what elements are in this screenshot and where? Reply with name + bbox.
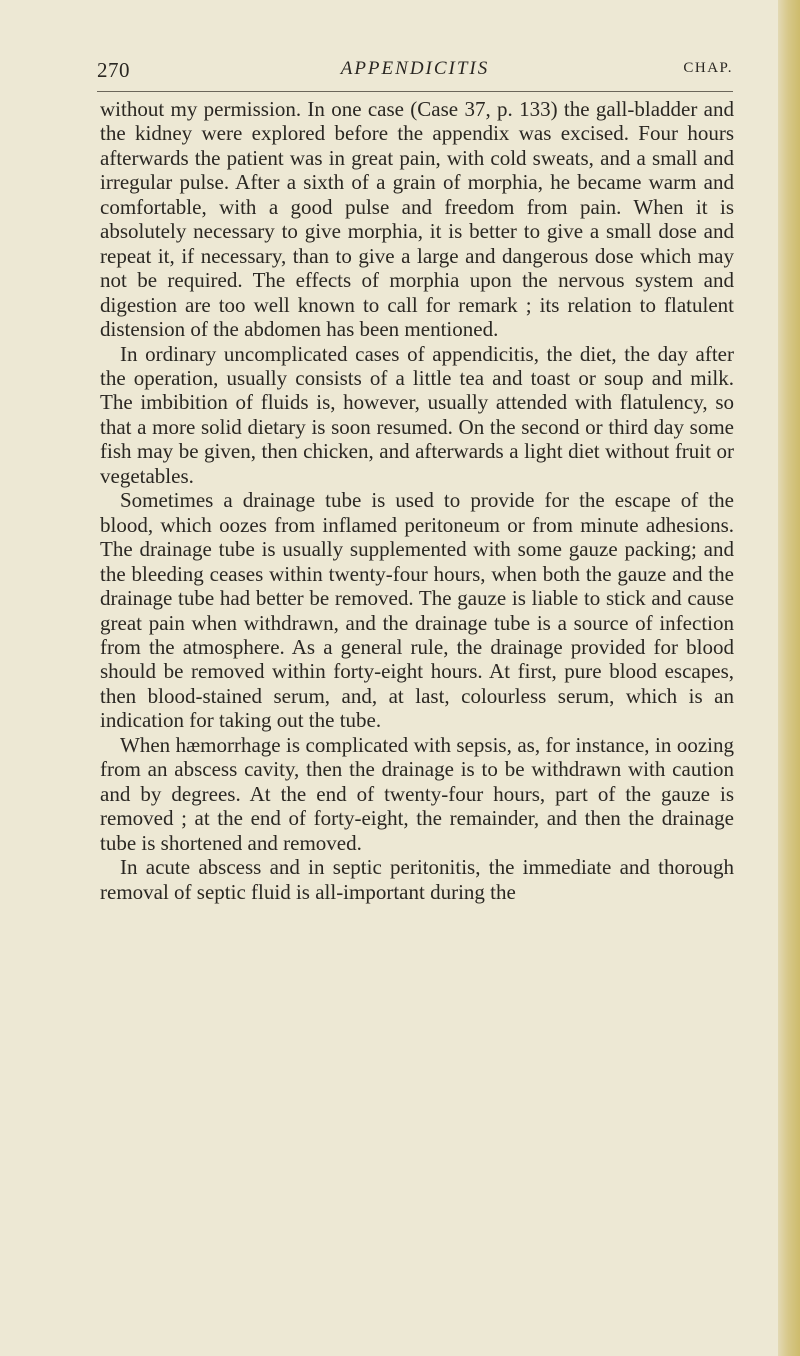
page-number: 270 [97,58,130,82]
chapter-label: CHAP. [683,60,733,76]
paragraph-5: In acute abscess and in septic peritonitis, the immediate and thorough removal of septic fluid is all-important during the [100,855,734,904]
paragraph-4: When hæmorrhage is complicated with sepsis, as, for instance, in oozing from an abscess cavity, then the drainage is to be withdrawn with caution and by degrees. At the end of twenty-four hours, part of the gauze is removed ; at the end of forty-eight, the remainder, and then the drainage tube is shortened and removed. [100,732,734,855]
page-header [97,58,733,88]
paragraph-2: In ordinary uncomplicated cases of appendicitis, the diet, the day after the operation, usually consists of a little tea and toast or soup and milk. The imbibition of fluids is, however, usually attended with flatulency, so that a more solid dietary is soon resumed. On the second or third day some fish may be given, then chicken, and afterwards a light diet without fruit or vegetables. [100,341,734,488]
running-title: APPENDICITIS [340,58,490,79]
paragraph-3: Sometimes a drainage tube is used to provide for the escape of the blood, which oozes from inflamed peritoneum or from minute adhesions. The drainage tube is usually supplemented with some gauze packing; and the bleeding ceases within twenty-four hours, when both the gauze and the drainage tube had better be removed. The gauze is liable to stick and cause great pain when withdrawn, and the drainage tube is a source of infection from the atmosphere. As a general rule, the drainage provided for blood should be removed within forty-eight hours. At first, pure blood escapes, then blood-stained serum, and, at last, colourless serum, which is an indication for taking out the tube. [100,488,734,733]
header-rule [97,91,733,92]
paragraph-1: without my permission. In one case (Case 37, p. 133) the gall-bladder and the kidney were explored before the appendix was excised. Four hours afterwards the patient was in great pain, with cold sweats, and a small and irregular pulse. After a sixth of a grain of morphia, he became warm and comfortable, with a good pulse and freedom from pain. When it is absolutely necessary to give morphia, it is better to give a small dose and repeat it, if necessary, than to give a large and dangerous dose which may not be required. The effects of morphia upon the nervous system and digestion are too well known to call for remark ; its relation to flatulent distension of the abdomen has been mentioned. [100,97,734,342]
page-edge [778,0,800,1356]
body-text [100,97,734,904]
